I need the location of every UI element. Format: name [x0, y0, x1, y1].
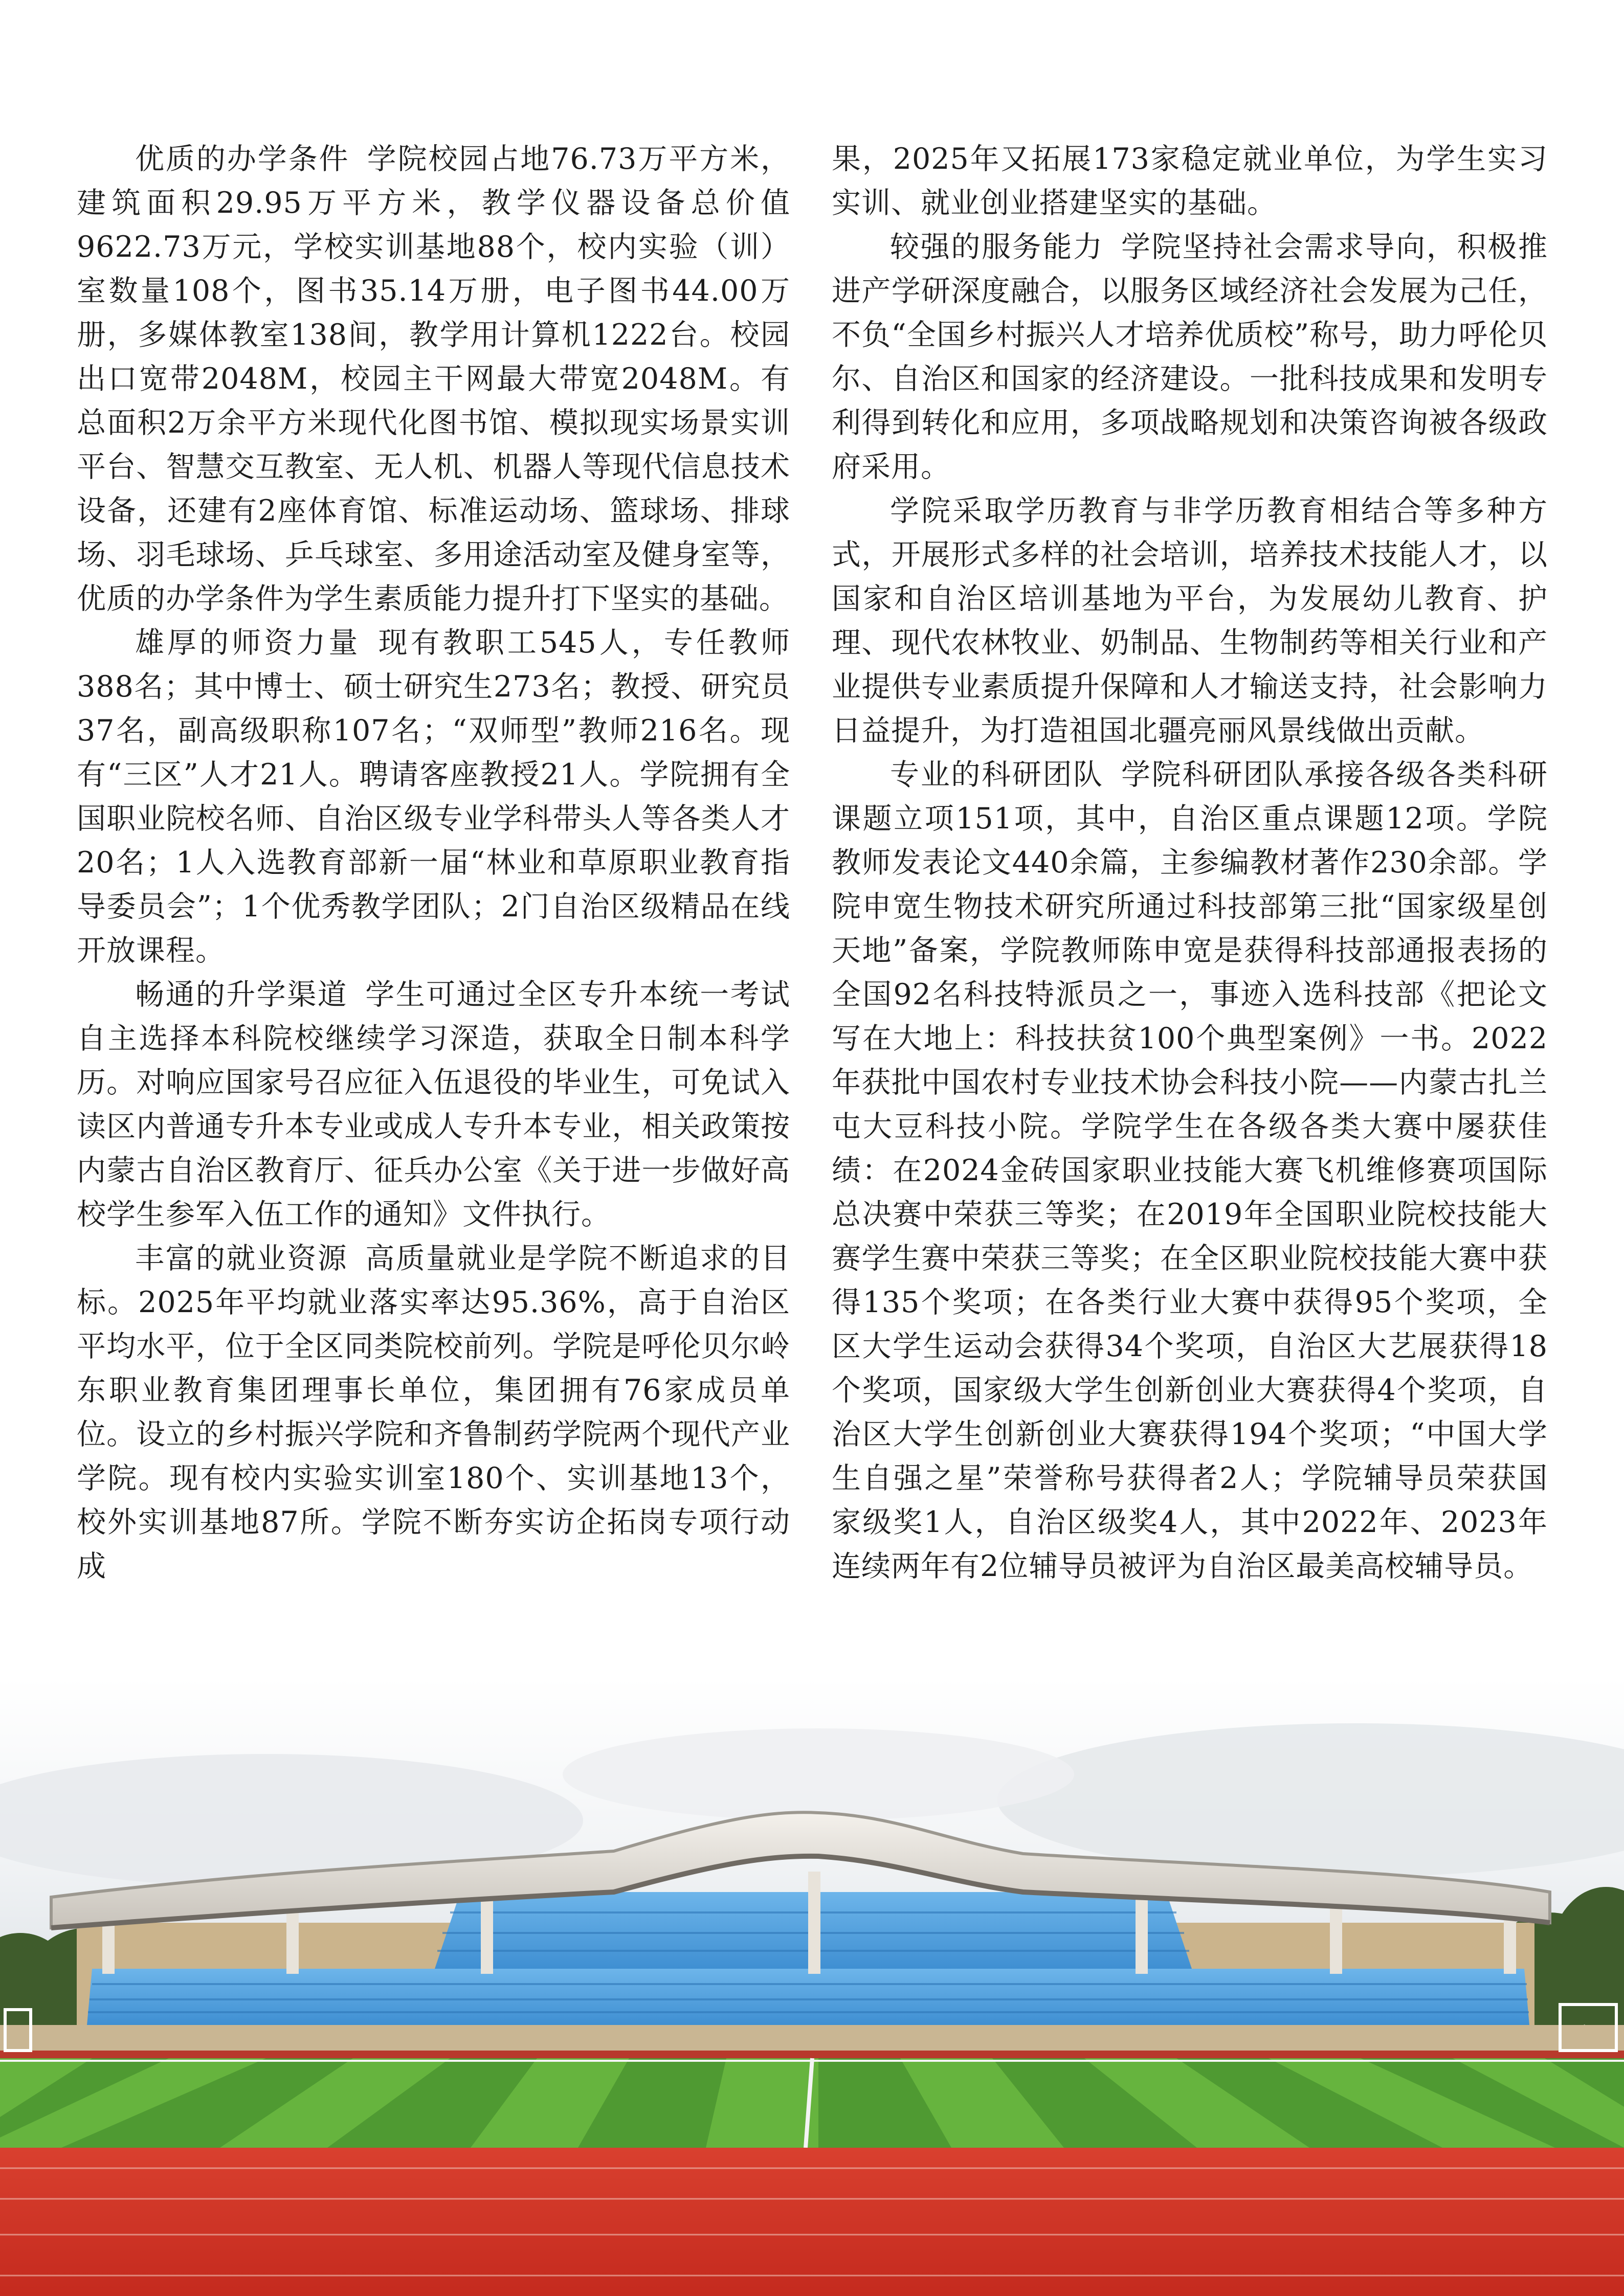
paragraph-text: 高质量就业是学院不断追求的目标。2025年平均就业落实率达95.36%，高于自治区平均水平，位于全区同类院校前列。学院是呼伦贝尔岭东职业教育集团理事长单位，集团拥有76家成员单位。设立的乡村振兴学院和齐鲁制药学院两个现代产业学院。现有校内实验实训室180个、实训基地13个，校外实训基地87所。学院不断夯实访企拓岗专项行动成	[77, 1242, 791, 1583]
section-lead: 丰富的就业资源	[135, 1242, 348, 1275]
paragraph-text: 学院坚持社会需求导向，积极推进产学研深度融合，以服务区域经济社会发展为己任，不负“全国乡村振兴人才培养优质校”称号，助力呼伦贝尔、自治区和国家的经济建设。一批科技成果和发明专利得到转化和应用，多项战略规划和决策咨询被各级政府采用。	[832, 230, 1548, 484]
paragraph-text: 学院校园占地76.73万平方米，建筑面积29.95万平方米，教学仪器设备总价值9622.73万元，学校实训基地88个，校内实验（训）室数量108个，图书35.14万册，电子图书44.00万册，多媒体教室138间，教学用计算机1222台。校园出口宽带2048M，校园主干网最大带宽2048M。有总面积2万余平方米现代化图书馆、模拟现实场景实训平台、智慧交互教室、无人机、机器人等现代信息技术设备，还建有2座体育馆、标准运动场、篮球场、排球场、羽毛球场、乒乓球室、多用途活动室及健身室等，优质的办学条件为学生素质能力提升打下坚实的基础。	[77, 142, 790, 616]
paragraph	[832, 225, 1548, 489]
paragraph-text: 学院采取学历教育与非学历教育相结合等多种方式，开展形式多样的社会培训，培养技术技能人才，以国家和自治区培训基地为平台，为发展幼儿教育、护理、现代农林牧业、奶制品、生物制药等相关行业和产业提供专业素质提升保障和人才输送支持，社会影响力日益提升，为打造祖国北疆亮丽风景线做出贡献。	[832, 494, 1548, 748]
paragraph-continuation: 果，2025年又拓展173家稳定就业单位，为学生实习实训、就业创业搭建坚实的基础。	[832, 142, 1548, 220]
section-lead: 专业的科研团队	[890, 758, 1104, 792]
section-lead: 较强的服务能力	[890, 230, 1104, 264]
paragraph	[77, 137, 790, 621]
running-track	[0, 2148, 1624, 2296]
section-lead: 优质的办学条件	[135, 142, 350, 176]
paragraph	[77, 1236, 790, 1588]
stadium-seats	[87, 1969, 1529, 2025]
section-lead: 畅通的升学渠道	[135, 978, 348, 1011]
paragraph-text: 学生可通过全区专升本统一考试自主选择本科院校继续学习深造，获取全日制本科学历。对响应国家号召应征入伍退役的毕业生，可免试入读区内普通专升本专业或成人专升本专业，相关政策按内蒙古自治区教育厅、征兵办公室《关于进一步做好高校学生参军入伍工作的通知》文件执行。	[77, 978, 791, 1231]
paragraph	[832, 753, 1548, 1588]
paragraph	[77, 973, 790, 1236]
section-lead: 雄厚的师资力量	[135, 626, 361, 660]
paragraph	[77, 621, 790, 973]
cloud	[563, 1728, 1074, 1820]
paragraph-text: 现有教职工545人，专任教师388名；其中博士、硕士研究生273名；教授、研究员37名，副高级职称107名；“双师型”教师216名。现有“三区”人才21人。聘请客座教授21人。学院拥有全国职业院校名师、自治区级专业学科带头人等各类人才20名；1人入选教育部新一届“林业和草原职业教育指导委员会”；1个优秀教学团队；2门自治区级精品在线开放课程。	[77, 626, 791, 967]
paragraph-text: 学院科研团队承接各级各类科研课题立项151项，其中，自治区重点课题12项。学院教师发表论文440余篇，主参编教材著作230余部。学院申宽生物技术研究所通过科技部第三批“国家级星创天地”备案，学院教师陈申宽是获得科技部通报表扬的全国92名科技特派员之一，事迹入选科技部《把论文写在大地上：科技扶贫100个典型案例》一书。2022年获批中国农村专业技术协会科技小院——内蒙古扎兰屯大豆科技小院。学院学生在各级各类大赛中屡获佳绩：在2024金砖国家职业技能大赛飞机维修赛项国际总决赛中荣获三等奖；在2019年全国职业院校技能大赛学生赛中荣获三等奖；在全区职业院校技能大赛中获得135个奖项；在各类行业大赛中获得95个奖项，全区大学生运动会获得34个奖项，自治区大艺展获得18个奖项，国家级大学生创新创业大赛获得4个奖项，自治区大学生创新创业大赛获得194个奖项；“中国大学生自强之星”荣誉称号获得者2人；学院辅导员荣获国家级奖1人，自治区级奖4人，其中2022年、2023年连续两年有2位辅导员被评为自治区最美高校辅导员。	[832, 758, 1548, 1583]
text-column-right	[832, 137, 1548, 1588]
paragraph	[832, 489, 1548, 753]
text-column-left	[77, 137, 790, 1588]
